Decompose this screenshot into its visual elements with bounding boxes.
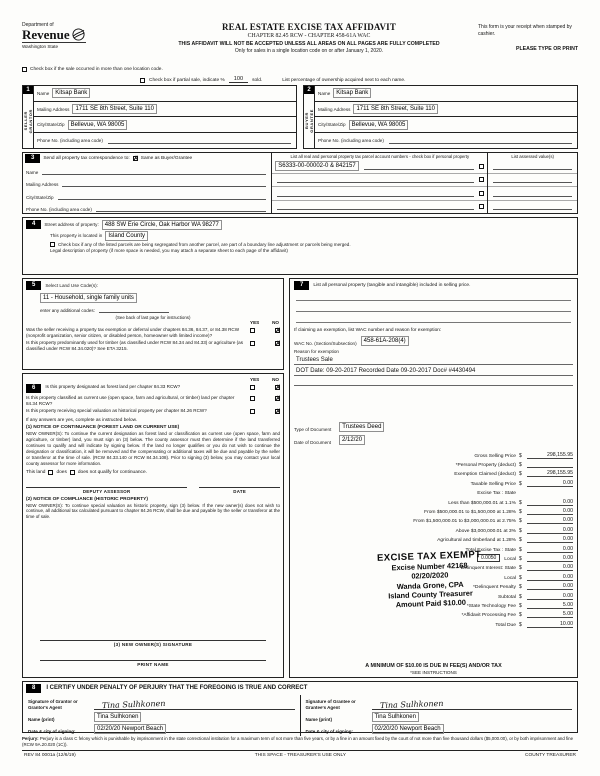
corr-name-input-line[interactable] (42, 168, 266, 175)
if-yes-note: If any answers are yes, complete as instructed below. (26, 417, 137, 423)
yes-header: YES (250, 319, 260, 325)
subtotal-value[interactable]: 0.00 (527, 593, 573, 600)
certify-statement: I CERTIFY UNDER PENALTY OF PERJURY THAT THE FOREGOING IS TRUE AND CORRECT (46, 685, 308, 692)
grantor-date-label: Date & city of signing: (28, 728, 76, 734)
corr-phone-label: Phone No. (including area code) (26, 206, 92, 212)
personal-property-checkbox-2[interactable] (479, 177, 484, 182)
treasurer-stamp (344, 548, 516, 611)
s6-q2-no-checkbox[interactable] (275, 396, 280, 401)
seller-phone-input-line[interactable] (108, 137, 291, 144)
see-back-note: (See back of last page for instructions) (115, 314, 191, 320)
stamp-date: 02/20/2020 (411, 570, 449, 581)
corr-city-input-line[interactable] (58, 193, 267, 200)
s6-no-header: NO (272, 376, 279, 382)
grantor-signature-line[interactable] (94, 698, 295, 710)
section5-number: 5 (26, 281, 41, 290)
perjury-title: Perjury: (22, 735, 39, 741)
receipt-note-block (478, 22, 578, 53)
grantee-name-print-value[interactable]: Tina Sulhkonen (372, 712, 419, 722)
grantor-signature-label: Signature of Grantor or Grantor's Agent (28, 699, 78, 710)
assessed-value-line-2[interactable] (493, 176, 572, 183)
exemption-claim-label: If claiming an exemption, list WAC number and reason for exemption: (294, 327, 442, 333)
reason-for-exemption-label: Reason for exemption (294, 348, 339, 354)
agricultural-value[interactable]: 0.00 (527, 536, 573, 543)
money-row-personal: *Personal Property (deduct) $ (294, 459, 573, 468)
no-header: NO (272, 319, 279, 325)
land-use-code-value[interactable]: 11 - Household, single family units (40, 293, 137, 303)
personal-property-line-3[interactable] (296, 316, 571, 323)
notice1-title: (1) NOTICE OF CONTINUANCE (FOREST LAND OR CURRENT USE) (26, 425, 180, 431)
buyer-phone-label: Phone No. (including area code) (318, 138, 384, 144)
assessed-values-header: List assessed value(s) (511, 153, 554, 159)
perjury-notice (22, 736, 578, 747)
corr-address-label: Mailing Address (26, 182, 59, 188)
located-county-value[interactable]: Island County (105, 231, 148, 241)
assessed-value-line-1[interactable] (493, 163, 572, 170)
money-row-taxable: Taxable Selling Price $ 0.00 (470, 479, 573, 487)
delinquent-penalty-value[interactable]: 0.00 (527, 583, 573, 590)
form-header (22, 22, 578, 66)
section6-continuance (22, 373, 284, 678)
personal-property-deduct-value[interactable] (527, 461, 573, 468)
grantor-signature-block (23, 695, 300, 736)
seller-name-value[interactable]: Kitsap Bank (52, 88, 90, 98)
money-row-local: 0.0050 Local $ 0.00 (294, 553, 573, 562)
wac-number-value[interactable]: 458-61A-208(4) (361, 336, 409, 346)
money-row-bracket4: Above $3,000,000.01 at 3% $ 0.00 (455, 526, 573, 534)
assessed-value-line-4[interactable] (493, 203, 572, 210)
does-label: does (56, 469, 67, 475)
send-correspondence-label: Send all property tax correspondence to: (43, 155, 130, 161)
only-note: Only for sales in a single location code on or after January 1, 2020. (234, 48, 384, 54)
type-of-document-value[interactable]: Trustees Deed (339, 422, 384, 432)
land-does-not-checkbox[interactable] (70, 470, 75, 475)
partial-sale-row (140, 76, 578, 83)
grantor-side-label: GRANTOR (28, 108, 33, 134)
s6-question-2: Is this property classified as current use (open space, farm and agricultural, or timber) land per chapter 84.34 RCW? ✗ (26, 395, 280, 406)
personal-property-checkbox-1[interactable] (479, 164, 484, 169)
section2-number: 2 (304, 86, 314, 94)
personal-property-line-1[interactable] (296, 294, 571, 301)
seller-phone-label: Phone No. (including area code) (37, 138, 103, 144)
seller-city-value[interactable]: Bellevue, WA 98005 (68, 120, 128, 130)
s5-question-2: Is this property predominantly used for timber (as classified under RCW 84.34 and 84.33) or agriculture (as classified under RCW 84.34.020)? See ETA 3215. ✗ (26, 340, 280, 351)
personal-property-line-2[interactable] (296, 305, 571, 312)
same-as-buyer-label: Same as Buyer/Grantee (140, 155, 193, 161)
new-owner-signature-label: (3) NEW OWNER(S) SIGNATURE (113, 641, 193, 647)
grantor-signature: Tina Sulhkonen (101, 698, 166, 711)
land-use-label: Select Land Use Code(s): (45, 282, 98, 288)
buyer-city-value[interactable]: Bellevue, WA 98005 (349, 120, 409, 130)
new-owner-signature-line[interactable] (40, 633, 266, 641)
parcel-input-line-4[interactable] (277, 203, 474, 210)
multi-location-row (22, 67, 182, 73)
located-in-label: This property is located in (50, 233, 103, 239)
grantee-signature: Tina Sulhkonen (379, 698, 444, 711)
s5-q2-no-checkbox[interactable] (275, 341, 280, 346)
parties-row (22, 85, 578, 149)
washington-state-label: Washington State (22, 42, 86, 49)
grantee-signature-line[interactable] (372, 698, 573, 710)
deputy-assessor-label: DEPUTY ASSESSOR (82, 488, 131, 494)
section4-number: 4 (26, 220, 41, 229)
s6-q1-yes-checkbox[interactable] (250, 385, 255, 390)
exemption-claimed-value[interactable]: 298,155.95 (527, 470, 573, 477)
street-address-value[interactable]: 488 SW Erie Circle, Oak Harbor WA 98277 (102, 220, 222, 230)
receipt-note: This form is your receipt when stamped by cashier. (478, 24, 572, 37)
multi-location-checkbox[interactable] (22, 67, 27, 72)
additional-codes-input-line[interactable] (99, 306, 169, 313)
bracket3-value[interactable]: 0.00 (527, 517, 573, 524)
grantor-name-print-label: Name (print) (28, 716, 55, 722)
treasurer-use-only-label: THIS SPACE - TREASURER'S USE ONLY (254, 753, 347, 759)
parcel-input-line-2[interactable] (277, 176, 474, 183)
multi-location-label: Check box if the sale occurred in more than one location code. (30, 67, 163, 72)
money-row-excise-header: Excise Tax : State (477, 491, 516, 497)
date-of-document-label: Date of Document (294, 440, 332, 446)
s6-yes-header: YES (250, 376, 260, 382)
deputy-date-line[interactable] (199, 482, 280, 488)
money-row-total-state: Total Excise Tax : State $ 0.00 (465, 545, 573, 553)
s6-q2-yes-checkbox[interactable] (250, 396, 255, 401)
corr-city-label: City/State/Zip (26, 194, 54, 200)
segregated-checkbox[interactable] (50, 242, 55, 247)
grantor-date-value[interactable]: 02/20/20 Newport Beach (94, 724, 166, 734)
buyer-section (303, 85, 578, 149)
bracket2-value[interactable]: 0.00 (527, 508, 573, 515)
date-of-document-value[interactable]: 2/12/20 (339, 435, 365, 445)
section3-number: 3 (25, 154, 40, 163)
personal-property-label: List all personal property (tangible and intangible) included in selling price. (313, 282, 471, 288)
bracket4-value[interactable]: 0.00 (527, 527, 573, 534)
section8-certification (22, 681, 578, 733)
money-row-delinquent-interest-state: *Delinquent Interest: State $ 0.00 (458, 564, 573, 572)
grantee-date-value[interactable]: 02/20/20 Newport Beach (372, 724, 444, 734)
legal-description-label: Legal description of property (if more space is needed, you may attach a separate sheet to each page of the affidavit) (50, 247, 288, 253)
segregated-note: Check box if any of the listed parcels are being segregated from another parcel, are part of a boundary line adjustment or parcels being merged. (58, 241, 351, 247)
please-type-note: PLEASE TYPE OR PRINT (516, 46, 578, 52)
money-row-delinquent-penalty: *Delinquent Penalty $ 0.00 (473, 583, 573, 591)
notice2-body: NEW OWNER(S): To continue special valuation as historic property, sign (3) below. If the new owner(s) does not wish to continue, all additional tax calculated pursuant to chapter 84.26 RCW, shall be due and payable by the seller or transferor at the time of sale. (26, 502, 280, 520)
stamp-exempt-line: EXCISE TAX EXEMPT (376, 549, 482, 564)
exemption-reason-value[interactable]: Trustees Sale (294, 356, 573, 365)
notice2-title: (2) NOTICE OF COMPLIANCE (HISTORIC PROPERTY) (26, 496, 148, 502)
section1-number: 1 (23, 86, 33, 94)
buyer-address-value[interactable]: 1711 SE 8th Street, Suite 110 (353, 104, 438, 114)
county-treasurer-label: COUNTY TREASURER (525, 753, 576, 759)
buyer-side-label: BUYER (304, 112, 309, 130)
grantee-signature-block (300, 695, 578, 736)
perjury-body: Perjury is a class C felony which is punishable by imprisonment in the state correctional institution for a maximum term of not more than five years, or by a fine in an amount fixed by the court of not more than five thousand dollars ($5,000.00), or by both imprisonment and fine (RCW 9A.20.020 (1C)). (22, 735, 574, 747)
stamp-treasurer-name: Wanda Grone, CPA (396, 579, 464, 591)
corr-name-label: Name (26, 170, 39, 176)
seller-address-value[interactable]: 1711 SE 8th Street, Suite 110 (72, 104, 157, 114)
dot-date-value[interactable]: DOT Date: 09-20-2017 Recorded Date 09-20-2017 Doc# #4430494 (294, 367, 573, 376)
money-row-exemption: Exemption Claimed (deduct) $ 298,155.95 (454, 470, 573, 478)
grantee-date-label: Date & city of signing: (305, 728, 354, 734)
local-rate-value[interactable]: 0.0050 (477, 554, 500, 562)
taxable-selling-price-value[interactable]: 0.00 (527, 480, 573, 487)
section7-selling-price (289, 278, 578, 678)
additional-codes-label: enter any additional codes: (40, 307, 95, 313)
grantee-signature-label: Signature of Grantee or Grantee's Agent (305, 699, 356, 710)
money-row-bracket2: From $500,000.01 to $1,500,000 at 1.28% $ 0.00 (424, 508, 573, 516)
partial-sale-label-post: sold. (252, 77, 263, 83)
partial-percent-value[interactable]: 100 (229, 76, 248, 83)
s6-question-1: 6 Is this property designated as forest land per chapter 84.33 RCW? ✗ (26, 384, 280, 393)
section7-number: 7 (294, 281, 309, 290)
new-owner-print-name-line[interactable] (40, 653, 266, 661)
grantee-name-print-label: Name (print) (305, 716, 333, 722)
money-row-total-due: Total Due $ 10.00 (495, 620, 573, 628)
continuance-qualify-row (26, 470, 280, 475)
see-instructions-note: *SEE INSTRUCTIONS (410, 670, 457, 675)
deputy-date-label: DATE (233, 488, 247, 494)
land-does-checkbox[interactable] (48, 470, 53, 475)
s6-q3-no-checkbox[interactable] (275, 409, 280, 414)
gross-selling-price-value[interactable]: 298,155.95 (527, 452, 573, 459)
money-row-subtotal: Subtotal $ 0.00 (498, 592, 573, 600)
legal-description-area[interactable] (26, 253, 574, 273)
section4-property-location (22, 217, 578, 275)
seller-city-label: City/State/Zip (37, 122, 65, 128)
dor-logo (22, 22, 140, 49)
buyer-name-label: Name (318, 90, 331, 96)
money-row-agricultural: Agricultural and timberland at 1.28% $ 0.00 (437, 536, 573, 544)
dor-swoosh-icon (72, 28, 85, 41)
seller-section (22, 85, 297, 149)
assessed-value-line-3[interactable] (493, 190, 572, 197)
buyer-phone-input-line[interactable] (389, 137, 572, 144)
warning-line: THIS AFFIDAVIT WILL NOT BE ACCEPTED UNLESS ALL AREAS ON ALL PAGES ARE FULLY COMPLETED (178, 41, 440, 47)
does-not-label: does not qualify for continuance. (77, 469, 147, 475)
parcel-numbers-header: List all real and personal property tax parcel account numbers - check box if personal property (290, 153, 470, 159)
section5-land-use (22, 278, 284, 370)
corr-phone-input-line[interactable] (96, 205, 266, 212)
reason-blank-line[interactable] (294, 378, 573, 386)
form-revision-code: REV 84 0001a (12/6/19) (24, 753, 76, 759)
notice1-body: NEW OWNER(S): To continue the current designation as forest land or classification as current use (open space, farm and agriculture, or timber) land, you must sign on (3) below. The county assessor must then determine if the land transferred continues to qualify and will indicate by signing below. If the land no longer qualifies or you do not wish to continue the designation or classification, it will be removed and the compensating or additional taxes will be due and payable by the seller or transferor at the time of sale. (RCW 84.33.140 or RCW 84.34.108). Prior to signing (3) below, you may contact your local county assessor for more information. (26, 431, 280, 466)
seller-side-label: SELLER (23, 111, 28, 131)
section8-number: 8 (26, 684, 41, 693)
money-row-tech-fee: *State Technology Fee $ 5.00 (466, 601, 573, 609)
s6-q1-no-checkbox[interactable] (275, 385, 280, 390)
grantor-name-print-value[interactable]: Tina Sulhkonen (94, 712, 141, 722)
deputy-assessor-signature-line[interactable] (26, 482, 187, 488)
dept-of-label: Department of (22, 22, 54, 28)
s5-question-1: Was the seller receiving a property tax exemption or deferral under chapters 84.36, 84.37, or 84.38 RCW (nonprofit organization, senior citizen, or disabled person, homeowner with limited income)? ✗ (26, 327, 280, 338)
buyer-address-label: Mailing Address (318, 106, 351, 112)
money-row-gross: Gross Selling Price $ 298,155.95 (474, 451, 573, 459)
minimum-due-note: A MINIMUM OF $10.00 IS DUE IN FEE(S) AND/OR TAX (365, 663, 502, 669)
state-technology-fee-value[interactable]: 5.00 (527, 602, 573, 609)
s5-q1-no-checkbox[interactable] (275, 328, 280, 333)
chapter-line: CHAPTER 82.45 RCW - CHAPTER 458-61A WAC (247, 33, 371, 39)
total-due-value[interactable]: 10.00 (527, 621, 573, 628)
local-tax-value[interactable]: 0.00 (527, 555, 573, 562)
stamp-treasurer-title: Island County Treasurer (388, 588, 473, 601)
money-row-delinquent-interest-local: Local $ 0.00 (504, 573, 573, 581)
section3-tax-correspondence (22, 152, 578, 214)
partial-sale-checkbox[interactable] (140, 78, 145, 83)
bracket1-value[interactable]: 0.00 (527, 499, 573, 506)
stamp-amount-paid: Amount Paid $10.00 (395, 597, 467, 610)
money-row-processing-fee: *Affidavit Processing Fee $ 5.00 (461, 611, 573, 619)
form-title: REAL ESTATE EXCISE TAX AFFIDAVIT (221, 22, 397, 32)
street-address-label: Street address of property: (44, 222, 99, 228)
s5-q2-yes-checkbox[interactable] (250, 341, 255, 346)
wac-number-label: WAC No. (Section/Subsection) (294, 340, 357, 346)
stamp-excise-number: Excise Number 42168 (391, 560, 468, 573)
grantee-side-label: GRANTEE (309, 109, 314, 133)
personal-property-checkbox-4[interactable] (479, 204, 484, 209)
s5-q1-yes-checkbox[interactable] (250, 328, 255, 333)
seller-name-label: Name (37, 90, 50, 96)
s6-q3-yes-checkbox[interactable] (250, 409, 255, 414)
same-as-buyer-checkbox[interactable] (133, 156, 138, 161)
buyer-city-label: City/State/Zip (318, 122, 346, 128)
parcel-input-line-3[interactable] (277, 190, 474, 197)
total-excise-state-value[interactable]: 0.00 (527, 546, 573, 553)
affidavit-processing-fee-value[interactable]: 5.00 (527, 611, 573, 618)
buyer-name-value[interactable]: Kitsap Bank (333, 88, 371, 98)
revenue-wordmark: Revenue (22, 27, 70, 42)
personal-property-checkbox-3[interactable] (479, 191, 484, 196)
delinquent-interest-state-value[interactable]: 0.00 (527, 564, 573, 571)
s6-question-3: Is this property receiving special valuation as historical property per chapter 84.26 RCW? ✗ (26, 408, 280, 414)
delinquent-interest-local-value[interactable]: 0.00 (527, 574, 573, 581)
money-row-bracket3: From $1,500,000.01 to $3,000,000.01 at 2.75% $ 0.00 (413, 517, 573, 525)
type-of-document-label: Type of Document (294, 427, 332, 433)
ownership-note: List percentage of ownership acquired next to each name. (282, 77, 406, 83)
parcel-number-value[interactable]: S6333-00-00002-0 & 842157 (275, 161, 358, 171)
money-row-bracket1: Less than $500,000.01 at 1.1% $ 0.00 (448, 498, 573, 506)
partial-sale-label-pre: Check box if partial sale, indicate % (149, 77, 225, 83)
this-land-label: This land (26, 469, 46, 475)
print-name-label: PRINT NAME (137, 661, 169, 667)
title-block (140, 22, 478, 54)
currency-symbol: $ (519, 452, 522, 459)
seller-address-label: Mailing Address (37, 106, 70, 112)
section6-number: 6 (26, 384, 41, 393)
footer-row (22, 750, 578, 758)
corr-address-input-line[interactable] (62, 180, 266, 187)
